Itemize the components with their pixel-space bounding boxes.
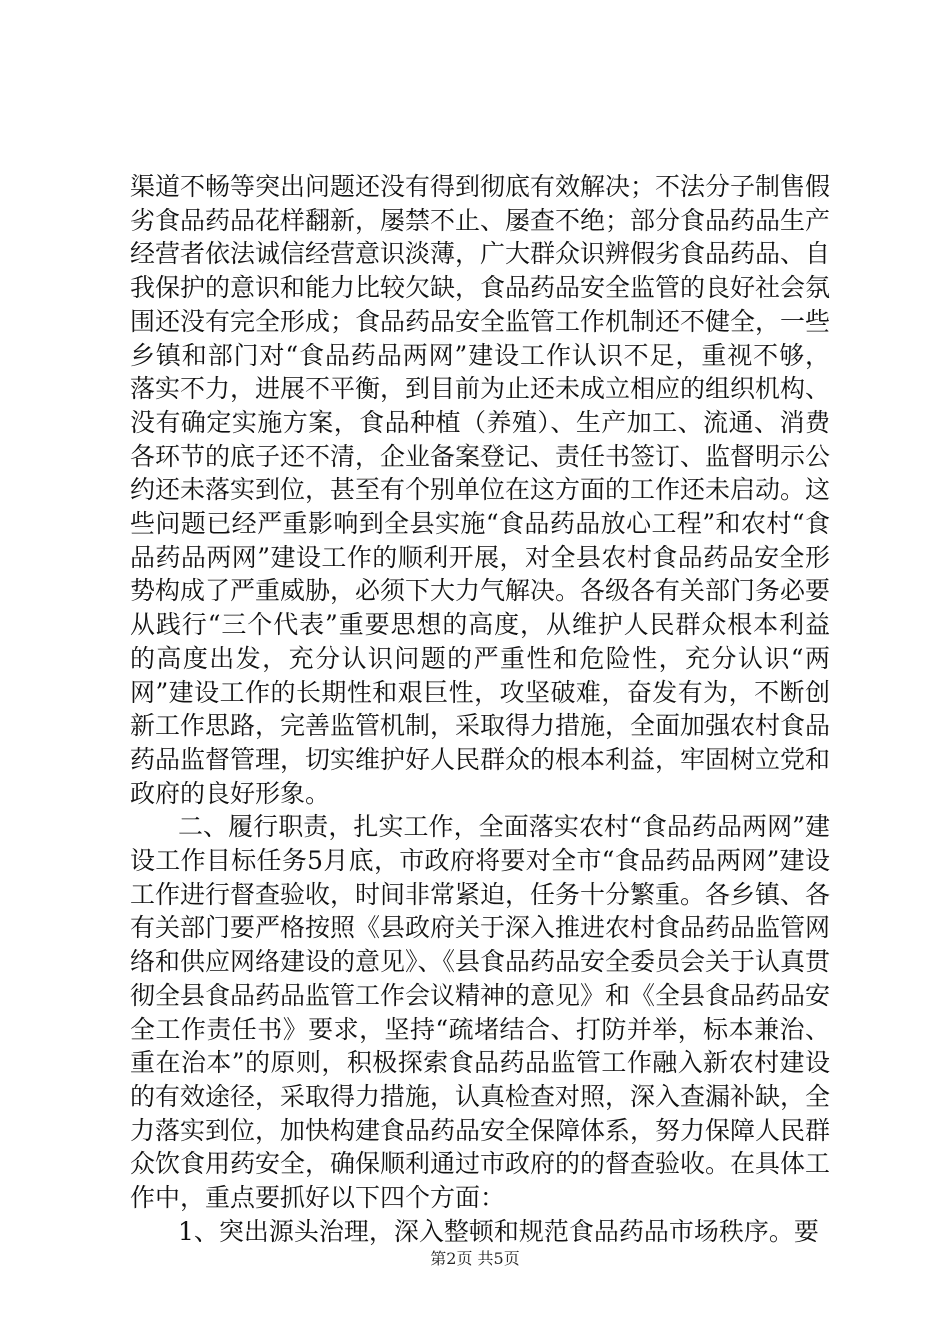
paragraph-section-two: 二、履行职责，扎实工作，全面落实农村“食品药品两网”建设工作目标任务5月底，市政府将要对全市“食品药品两网”建设工作进行督查验收，时间非常紧迫，任务十分繁重。各乡镇、各有关部门要严格按照《县政府关于深入推进农村食品药品监管网络和供应网络建设的意见》、《县食品药品安全委员会关于认真贯彻全县食品药品监管工作会议精神的意见》和《全县食品药品安全工作责任书》要求，坚持“疏堵结合、打防并举，标本兼治、重在治本”的原则，积极探索食品药品监管工作融入新农村建设的有效途径，采取得力措施，认真检查对照，深入查漏补缺，全力落实到位，加快构建食品药品安全保障体系，努力保障人民群众饮食用药安全，确保顺利通过市政府的的督查验收。在具体工作中，重点要抓好以下四个方面：	[130, 812, 831, 1213]
paragraph-problems: 渠道不畅等突出问题还没有得到彻底有效解决；不法分子制售假劣食品药品花样翻新，屡禁不止、屡查不绝；部分食品药品生产经营者依法诚信经营意识淡薄，广大群众识辨假劣食品药品、自我保护的意识和能力比较欠缺，食品药品安全监管的良好社会氛围还没有完全形成；食品药品安全监管工作机制还不健全，一些乡镇和部门对“食品药品两网”建设工作认识不足，重视不够，落实不力，进展不平衡，到目前为止还未成立相应的组织机构、没有确定实施方案，食品种植（养殖）、生产加工、流通、消费各环节的底子还不清，企业备案登记、责任书签订、监督明示公约还未落实到位，甚至有个别单位在这方面的工作还未启动。这些问题已经严重影响到全县实施“食品药品放心工程”和农村“食品药品两网”建设工作的顺利开展，对全县农村食品药品安全形势构成了严重威胁，必须下大力气解决。各级各有关部门务必要从践行“三个代表”重要思想的高度，从维护人民群众根本利益的高度出发，充分认识问题的严重性和危险性，充分认识“两网”建设工作的长期性和艰巨性，攻坚破难，奋发有为，不断创新工作思路，完善监管机制，采取得力措施，全面加强农村食品药品监督管理，切实维护好人民群众的根本利益，牢固树立党和政府的良好形象。	[130, 172, 831, 808]
document-body	[130, 170, 830, 1249]
page-footer: 第2页 共5页	[430, 1249, 520, 1268]
paragraph-item-one: 1、突出源头治理，深入整顿和规范食品药品市场秩序。要	[178, 1216, 819, 1246]
